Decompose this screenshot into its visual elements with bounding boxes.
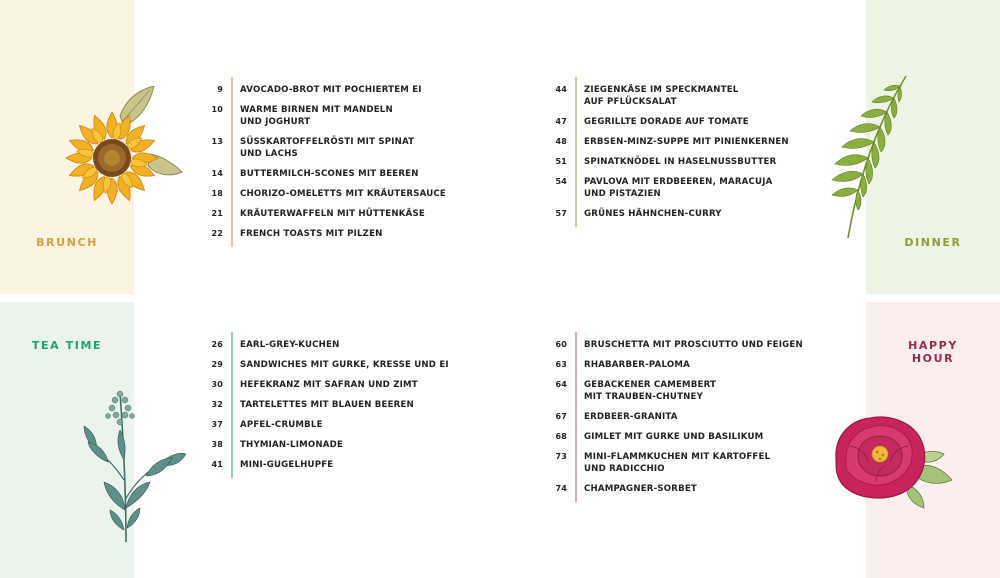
- toc-entry-title: SPINATKNÖDEL IN HASELNUSSBUTTER: [584, 157, 777, 167]
- peony-icon: [828, 410, 956, 510]
- toc-entry[interactable]: [211, 399, 449, 411]
- toc-entry-title: TARTELETTES MIT BLAUEN BEEREN: [240, 400, 414, 410]
- toc-page-number: 47: [555, 117, 567, 126]
- toc-entry-title: AVOCADO-BROT MIT POCHIERTEM EI: [240, 85, 422, 95]
- toc-page-number: 54: [555, 177, 567, 186]
- toc-entry[interactable]: [555, 359, 803, 371]
- toc-entry[interactable]: [555, 451, 803, 475]
- toc-entry-title: THYMIAN-LIMONADE: [240, 440, 344, 450]
- toc-entry-title: APFEL-CRUMBLE: [240, 420, 323, 430]
- toc-entry-title: CHORIZO-OMELETTS MIT KRÄUTERSAUCE: [240, 189, 446, 199]
- toc-entry-title: GIMLET MIT GURKE UND BASILIKUM: [584, 432, 764, 442]
- herb-sprig-icon: [80, 380, 190, 545]
- toc-page-number: 64: [555, 380, 567, 389]
- toc-entry-title: BUTTERMILCH-SCONES MIT BEEREN: [240, 169, 419, 179]
- toc-page-number: 48: [555, 137, 567, 146]
- toc-entry[interactable]: [211, 379, 449, 391]
- toc-entry-title: BRUSCHETTA MIT PROSCIUTTO UND FEIGEN: [584, 340, 803, 350]
- section-label-happy-hour: HAPPY HOUR: [908, 339, 958, 365]
- toc-entry[interactable]: [555, 116, 789, 128]
- toc-page-number: 37: [211, 420, 223, 429]
- toc-entry[interactable]: [555, 339, 803, 351]
- toc-entry[interactable]: [555, 411, 803, 423]
- toc-page-number: 38: [211, 440, 223, 449]
- toc-entry[interactable]: [211, 104, 446, 128]
- toc-entry[interactable]: [555, 431, 803, 443]
- toc-entry-title: KRÄUTERWAFFELN MIT HÜTTENKÄSE: [240, 209, 425, 219]
- toc-page-number: 9: [217, 85, 223, 94]
- toc-entry[interactable]: [211, 188, 446, 200]
- toc-page-number: 13: [211, 137, 223, 146]
- toc-page-number: 44: [555, 85, 567, 94]
- toc-entry-title: RHABARBER-PALOMA: [584, 360, 690, 370]
- section-label-brunch: BRUNCH: [36, 236, 98, 249]
- toc-page-number: 73: [555, 452, 567, 461]
- toc-entry-title: ZIEGENKÄSE IM SPECKMANTEL AUF PFLÜCKSALAT: [584, 85, 739, 107]
- toc-page-number: 29: [211, 360, 223, 369]
- toc-entry-title: PAVLOVA MIT ERDBEEREN, MARACUJA UND PISTAZIEN: [584, 177, 773, 199]
- toc-page-number: 14: [211, 169, 223, 178]
- toc-page-number: 68: [555, 432, 567, 441]
- toc-page-number: 22: [211, 229, 223, 238]
- toc-entry[interactable]: [211, 459, 449, 471]
- toc-page-number: 18: [211, 189, 223, 198]
- toc-entry-title: SANDWICHES MIT GURKE, KRESSE UND EI: [240, 360, 449, 370]
- toc-entry-title: GRÜNES HÄHNCHEN-CURRY: [584, 209, 722, 219]
- toc-entry[interactable]: [211, 339, 449, 351]
- toc-page-number: 51: [555, 157, 567, 166]
- toc-entry-title: HEFEKRANZ MIT SAFRAN UND ZIMT: [240, 380, 418, 390]
- toc-entry[interactable]: [217, 84, 446, 96]
- toc-entry[interactable]: [555, 176, 789, 200]
- toc-list-dinner: [555, 77, 789, 227]
- toc-page-number: 60: [555, 340, 567, 349]
- toc-entry[interactable]: [555, 483, 803, 495]
- toc-entry-title: FRENCH TOASTS MIT PILZEN: [240, 229, 383, 239]
- toc-entry[interactable]: [555, 136, 789, 148]
- toc-list-brunch: [211, 77, 446, 247]
- toc-page-number: 32: [211, 400, 223, 409]
- toc-page-number: 41: [211, 460, 223, 469]
- toc-entry-title: CHAMPAGNER-SORBET: [584, 484, 697, 494]
- section-label-dinner: DINNER: [904, 236, 962, 249]
- toc-page-number: 67: [555, 412, 567, 421]
- toc-entry[interactable]: [555, 208, 789, 220]
- toc-entry-title: GEBACKENER CAMEMBERT MIT TRAUBEN-CHUTNEY: [584, 380, 717, 402]
- toc-entry-title: MINI-GUGELHUPFE: [240, 460, 334, 470]
- toc-entry-title: EARL-GREY-KUCHEN: [240, 340, 340, 350]
- toc-page-number: 21: [211, 209, 223, 218]
- toc-entry[interactable]: [555, 156, 789, 168]
- toc-entry[interactable]: [555, 84, 789, 108]
- toc-entry-title: WARME BIRNEN MIT MANDELN UND JOGHURT: [240, 105, 393, 127]
- toc-page-number: 57: [555, 209, 567, 218]
- toc-entry[interactable]: [211, 439, 449, 451]
- toc-entry[interactable]: [211, 168, 446, 180]
- section-label-tea-time: TEA TIME: [31, 339, 103, 352]
- sunflower-icon: [58, 86, 186, 206]
- toc-entry[interactable]: [211, 359, 449, 371]
- toc-entry-title: ERDBEER-GRANITA: [584, 412, 678, 422]
- toc-page-number: 30: [211, 380, 223, 389]
- toc-entry[interactable]: [211, 136, 446, 160]
- toc-list-tea-time: [211, 332, 449, 478]
- toc-page-number: 26: [211, 340, 223, 349]
- toc-page-number: 74: [555, 484, 567, 493]
- toc-entry-title: SÜSSKARTOFFELRÖSTI MIT SPINAT UND LACHS: [240, 137, 415, 159]
- toc-entry[interactable]: [211, 228, 446, 240]
- toc-entry[interactable]: [211, 419, 449, 431]
- toc-entry-title: ERBSEN-MINZ-SUPPE MIT PINIENKERNEN: [584, 137, 789, 147]
- toc-entry[interactable]: [555, 379, 803, 403]
- toc-entry-title: GEGRILLTE DORADE AUF TOMATE: [584, 117, 749, 127]
- toc-list-happy-hour: [555, 332, 803, 502]
- toc-page-number: 10: [211, 105, 223, 114]
- toc-entry[interactable]: [211, 208, 446, 220]
- fern-icon: [826, 72, 910, 240]
- toc-entry-title: MINI-FLAMMKUCHEN MIT KARTOFFEL UND RADICCHIO: [584, 452, 771, 474]
- toc-page-number: 63: [555, 360, 567, 369]
